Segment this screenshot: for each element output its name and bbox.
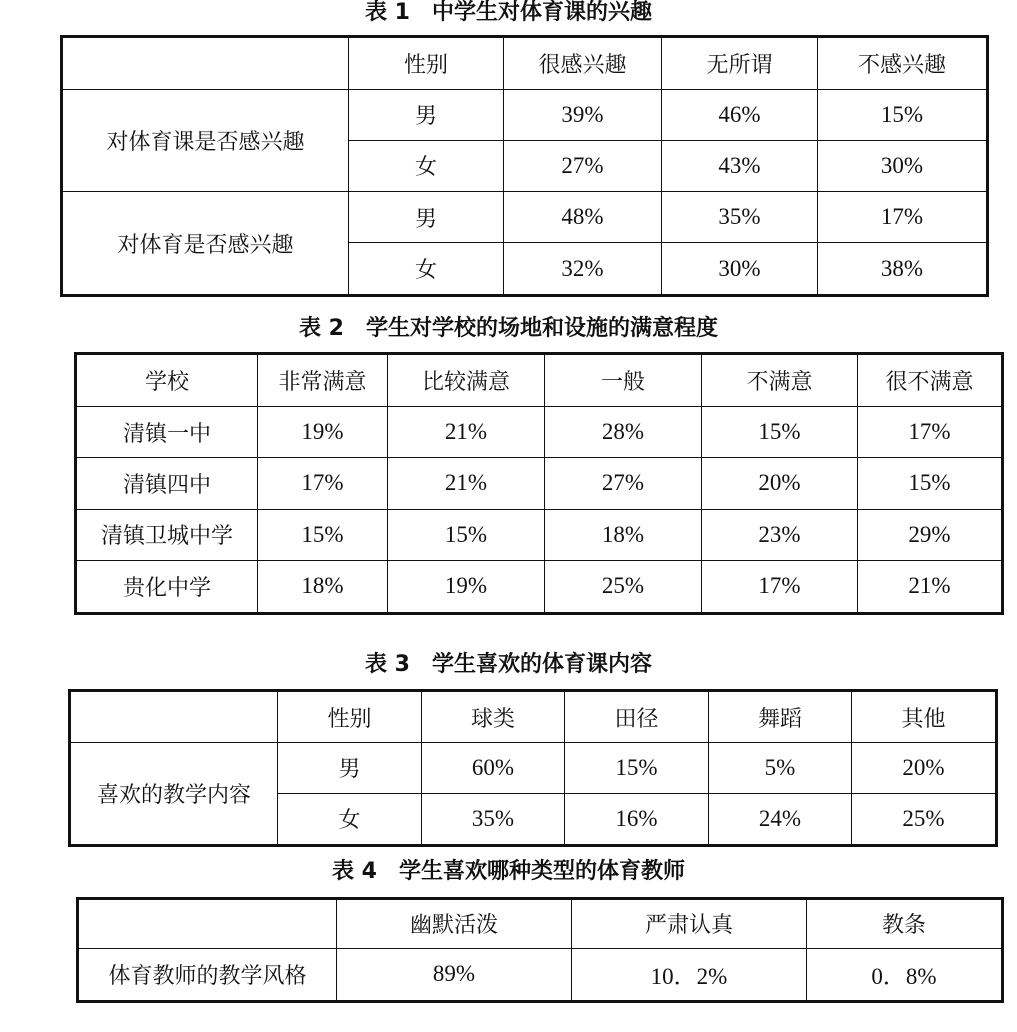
table-row [70, 743, 997, 794]
header-cell [62, 37, 349, 90]
value-cell: 5% [709, 743, 852, 794]
value-cell: 28% [545, 406, 702, 457]
gender-cell: 男 [349, 192, 504, 243]
value-cell: 35% [662, 192, 818, 243]
value-cell: 0．8% [807, 948, 1003, 1001]
header-cell: 学校 [76, 354, 258, 407]
table1-caption: 表 1 中学生对体育课的兴趣 [365, 0, 652, 25]
value-cell: 21% [858, 560, 1003, 613]
value-cell: 17% [702, 560, 858, 613]
value-cell: 19% [388, 560, 545, 613]
value-cell: 10．2% [572, 948, 807, 1001]
value-cell: 24% [709, 793, 852, 845]
table-header-row [78, 899, 1003, 949]
value-cell: 18% [545, 509, 702, 560]
value-cell: 17% [858, 406, 1003, 457]
header-cell: 其他 [852, 691, 997, 743]
table3-caption: 表 3 学生喜欢的体育课内容 [365, 652, 652, 677]
value-cell: 16% [565, 793, 709, 845]
school-cell: 清镇卫城中学 [76, 509, 258, 560]
header-cell: 比较满意 [388, 354, 545, 407]
table3 [68, 689, 998, 847]
header-cell: 一般 [545, 354, 702, 407]
value-cell: 17% [258, 458, 388, 509]
value-cell: 60% [422, 743, 565, 794]
table4 [76, 897, 1004, 1003]
header-cell: 无所谓 [662, 37, 818, 90]
value-cell: 32% [504, 243, 662, 296]
value-cell: 21% [388, 406, 545, 457]
value-cell: 17% [818, 192, 988, 243]
gender-cell: 男 [278, 743, 422, 794]
value-cell: 27% [545, 458, 702, 509]
header-cell: 田径 [565, 691, 709, 743]
table-row [76, 560, 1003, 613]
table-header-row [70, 691, 997, 743]
header-cell: 不满意 [702, 354, 858, 407]
group-label: 喜欢的教学内容 [70, 743, 278, 846]
value-cell: 15% [858, 458, 1003, 509]
gender-cell: 女 [278, 793, 422, 845]
value-cell: 20% [702, 458, 858, 509]
header-cell [78, 899, 337, 949]
value-cell: 30% [662, 243, 818, 296]
header-cell [70, 691, 278, 743]
value-cell: 48% [504, 192, 662, 243]
header-cell: 教条 [807, 899, 1003, 949]
school-cell: 清镇一中 [76, 406, 258, 457]
table-row [62, 89, 988, 140]
header-cell: 很感兴趣 [504, 37, 662, 90]
table1 [60, 35, 989, 297]
row-label: 体育教师的教学风格 [78, 948, 337, 1001]
table-header-row [76, 354, 1003, 407]
table4-caption: 表 4 学生喜欢哪种类型的体育教师 [332, 859, 685, 884]
value-cell: 39% [504, 89, 662, 140]
table-row [78, 948, 1003, 1001]
value-cell: 19% [258, 406, 388, 457]
value-cell: 30% [818, 140, 988, 191]
value-cell: 20% [852, 743, 997, 794]
value-cell: 38% [818, 243, 988, 296]
header-cell: 幽默活泼 [337, 899, 572, 949]
value-cell: 15% [565, 743, 709, 794]
table-row [76, 458, 1003, 509]
value-cell: 15% [818, 89, 988, 140]
header-cell: 舞蹈 [709, 691, 852, 743]
table-header-row [62, 37, 988, 90]
value-cell: 18% [258, 560, 388, 613]
value-cell: 15% [258, 509, 388, 560]
gender-cell: 女 [349, 243, 504, 296]
header-cell: 很不满意 [858, 354, 1003, 407]
table2 [74, 352, 1004, 615]
value-cell: 29% [858, 509, 1003, 560]
gender-cell: 男 [349, 89, 504, 140]
table2-caption: 表 2 学生对学校的场地和设施的满意程度 [299, 316, 718, 341]
value-cell: 15% [702, 406, 858, 457]
value-cell: 23% [702, 509, 858, 560]
value-cell: 43% [662, 140, 818, 191]
value-cell: 25% [852, 793, 997, 845]
group-label: 对体育是否感兴趣 [62, 192, 349, 296]
value-cell: 89% [337, 948, 572, 1001]
school-cell: 贵化中学 [76, 560, 258, 613]
header-cell: 严肃认真 [572, 899, 807, 949]
header-cell: 球类 [422, 691, 565, 743]
value-cell: 15% [388, 509, 545, 560]
school-cell: 清镇四中 [76, 458, 258, 509]
value-cell: 46% [662, 89, 818, 140]
value-cell: 27% [504, 140, 662, 191]
table-row [76, 406, 1003, 457]
value-cell: 35% [422, 793, 565, 845]
header-cell: 性别 [349, 37, 504, 90]
header-cell: 非常满意 [258, 354, 388, 407]
group-label: 对体育课是否感兴趣 [62, 89, 349, 191]
value-cell: 21% [388, 458, 545, 509]
header-cell: 不感兴趣 [818, 37, 988, 90]
value-cell: 25% [545, 560, 702, 613]
table-row [62, 192, 988, 243]
gender-cell: 女 [349, 140, 504, 191]
header-cell: 性别 [278, 691, 422, 743]
table-row [76, 509, 1003, 560]
